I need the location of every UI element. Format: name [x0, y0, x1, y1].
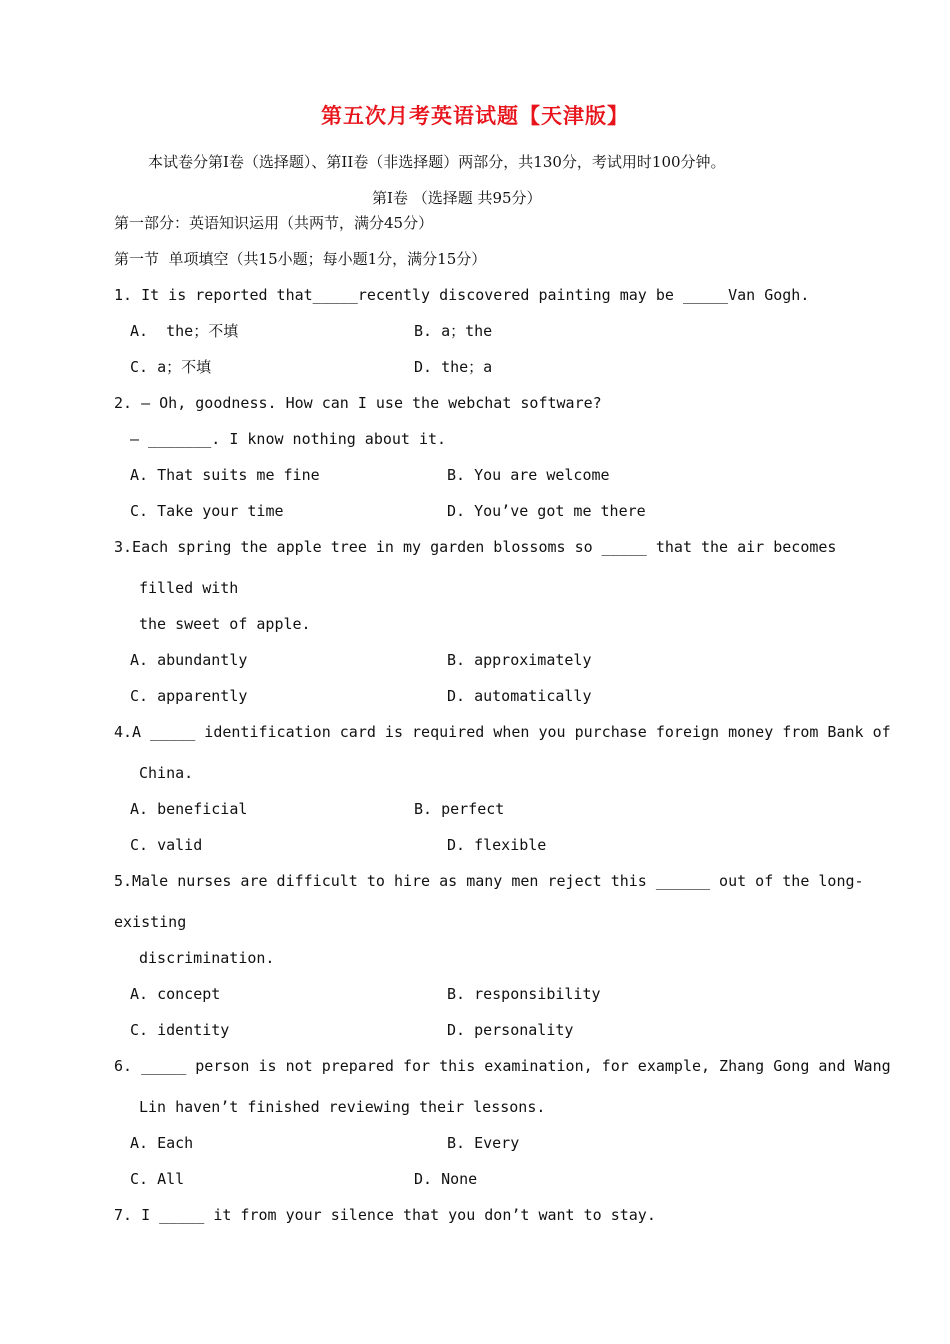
question-2-option-d: D. You’ve got me there [447, 502, 646, 520]
question-2-option-a: A. That suits me fine [130, 466, 320, 484]
exam-title: 第五次月考英语试题【天津版】 [321, 104, 629, 128]
question-5-option-a: A. concept [130, 985, 221, 1003]
question-4-option-a: A. beneficial [130, 800, 248, 818]
question-4-stem: 4.A _____ identification card is required when you purchase foreign money from Bank of [114, 723, 891, 741]
question-2-option-b: B. You are welcome [447, 466, 610, 484]
question-1-stem: 1. It is reported that_____recently discovered painting may be _____Van Gogh. [114, 286, 810, 304]
question-5-option-c: C. identity [130, 1021, 230, 1039]
question-5-option-d: D. personality [447, 1021, 574, 1039]
question-3-option-c: C. apparently [130, 687, 248, 705]
question-6-stem-cont: Lin haven’t finished reviewing their lessons. [139, 1098, 546, 1116]
question-2-stem: 2. — Oh, goodness. How can I use the webchat software? [114, 394, 602, 412]
question-2-response: — _______. I know nothing about it. [130, 430, 447, 448]
volume-heading: 第Ⅰ卷 （选择题 共95分） [372, 189, 542, 207]
question-5-option-b: B. responsibility [447, 985, 601, 1003]
question-7-stem: 7. I _____ it from your silence that you don’t want to stay. [114, 1206, 656, 1224]
question-4-option-b: B. perfect [414, 800, 505, 818]
part-heading: 第一部分：英语知识运用（共两节，满分45分） [114, 214, 434, 232]
question-5-stem-end: discrimination. [139, 949, 275, 967]
question-3-option-d: D. automatically [447, 687, 592, 705]
question-4-option-c: C. valid [130, 836, 203, 854]
question-3-option-b: B. approximately [447, 651, 592, 669]
question-6-stem: 6. _____ person is not prepared for this examination, for example, Zhang Gong and Wang [114, 1057, 891, 1075]
section-heading: 第一节 单项填空（共15小题；每小题1分，满分15分） [114, 250, 487, 268]
question-4-option-d: D. flexible [447, 836, 547, 854]
question-6-option-b: B. Every [447, 1134, 520, 1152]
question-1-option-c: C. a；不填 [130, 358, 212, 376]
question-3-stem: 3.Each spring the apple tree in my garden blossoms so _____ that the air becomes [114, 538, 837, 556]
question-5-stem: 5.Male nurses are difficult to hire as many men reject this ______ out of the long- [114, 872, 864, 890]
question-5-stem-cont: existing [114, 913, 187, 931]
question-6-option-d: D. None [414, 1170, 478, 1188]
question-1-option-b: B. a；the [414, 322, 493, 340]
exam-intro: 本试卷分第Ⅰ卷（选择题）、第II卷（非选择题）两部分，共130分，考试用时100分钟。 [148, 153, 726, 171]
question-6-option-c: C. All [130, 1170, 185, 1188]
question-3-stem-cont: filled with [139, 579, 239, 597]
question-1-option-a: A. the；不填 [130, 322, 239, 340]
question-1-option-d: D. the；a [414, 358, 493, 376]
question-3-stem-end: the sweet of apple. [139, 615, 311, 633]
question-2-option-c: C. Take your time [130, 502, 284, 520]
question-3-option-a: A. abundantly [130, 651, 248, 669]
question-4-stem-cont: China. [139, 764, 194, 782]
question-6-option-a: A. Each [130, 1134, 194, 1152]
